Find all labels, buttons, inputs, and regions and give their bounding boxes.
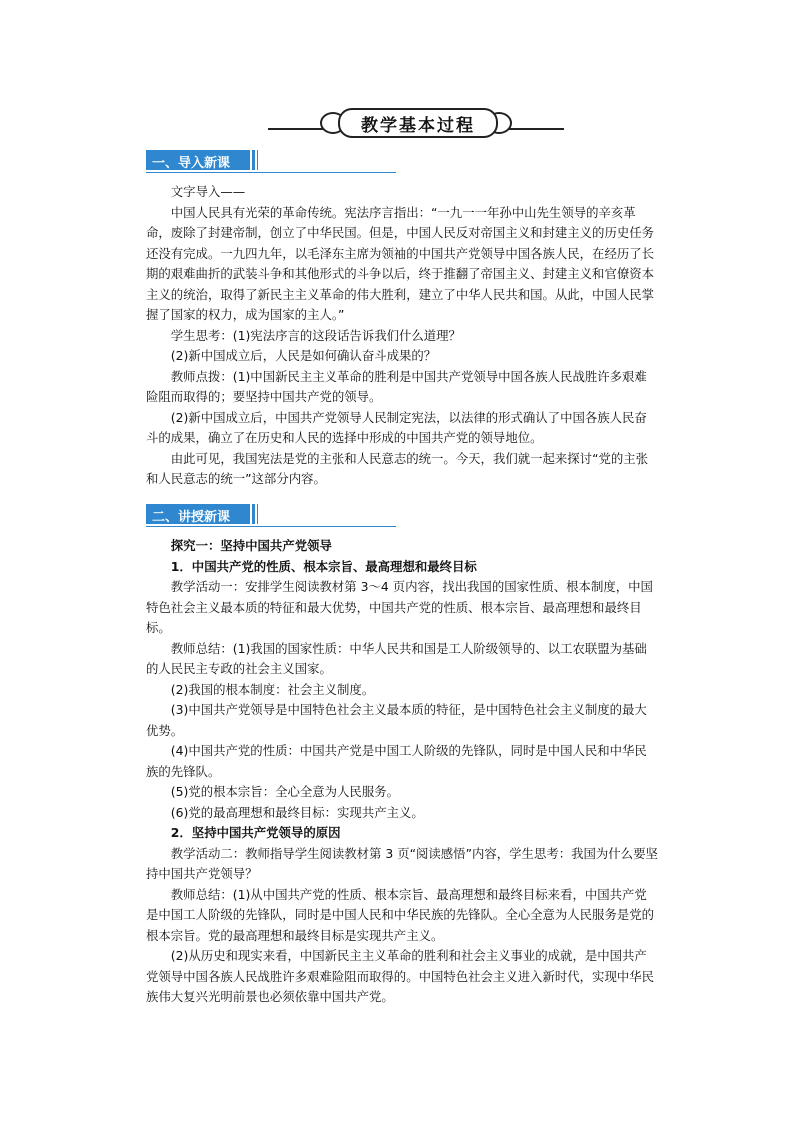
- section-underline: [146, 172, 396, 173]
- paragraph: (3)中国共产党领导是中国特色社会主义最本质的特征，是中国特色社会主义制度的最大优势。: [146, 702, 647, 738]
- paragraph: (2)新中国成立后，人民是如何确认奋斗成果的？: [170, 348, 437, 363]
- paragraph: (2)新中国成立后，中国共产党领导人民制定宪法，以法律的形式确认了中国各族人民奋斗的成果，确立了在历史和人民的选择中形成的中国共产党的领导地位。: [146, 409, 647, 445]
- section-underline: [146, 526, 396, 527]
- paragraph: (5)党的根本宗旨：全心全意为人民服务。: [170, 784, 399, 799]
- section-header-intro: [146, 150, 396, 176]
- paragraph: 教学活动一：安排学生阅读教材第 3～4 页内容，找出我国的国家性质、根本制度，中国特色社会主义最本质的特征和最大优势，中国共产党的性质、根本宗旨、最高理想和最终目标。: [146, 579, 653, 635]
- section-teaching-body: [146, 536, 658, 1008]
- section-tick: [252, 504, 255, 524]
- banner-box: [338, 108, 498, 138]
- section-intro-body: [146, 182, 658, 490]
- paragraph: 教学活动二：教师指导学生阅读教材第 3 页“阅读感悟”内容，学生思考：我国为什么要坚持中国共产党领导？: [146, 845, 658, 881]
- section-title: 二、讲授新课: [152, 510, 231, 525]
- paragraph: (4)中国共产党的性质：中国共产党是中国工人阶级的先锋队，同时是中国人民和中华民族的先锋队。: [146, 743, 647, 779]
- paragraph: 文字导入——: [170, 184, 246, 199]
- section-title: 一、导入新课: [152, 156, 231, 171]
- paragraph: 中国人民具有光荣的革命传统。宪法序言指出：“一九一一年孙中山先生领导的辛亥革命，废除了封建帝制，创立了中华民国。但是，中国人民反对帝国主义和封建主义的历史任务还没有完成。一九四九年，以毛泽东主席为领袖的中国共产党领导中国各族人民，在经历了长期的艰难曲折的武装斗争和其他形式的斗争以后，终于推翻了帝国主义、封建主义和官僚资本主义的统治，取得了新民主主义革命的伟大胜利，建立了中华人民共和国。从此，中国人民掌握了国家的权力，成为国家的主人。”: [146, 204, 655, 322]
- section-tick: [257, 150, 258, 170]
- paragraph: (6)党的最高理想和最终目标：实现共产主义。: [170, 804, 424, 820]
- subheading: 探究一：坚持中国共产党领导: [170, 538, 332, 553]
- section-header-teaching: [146, 504, 396, 530]
- paragraph: 教师总结：(1)从中国共产党的性质、根本宗旨、最高理想和最终目标来看，中国共产党是中国工人阶级的先锋队，同时是中国人民和中华民族的先锋队。全心全意为人民服务是党的根本宗旨。党的最高理想和最终目标是实现共产主义。: [146, 886, 655, 943]
- paragraph: 教师总结：(1)我国的国家性质：中华人民共和国是工人阶级领导的、以工农联盟为基础的人民民主专政的社会主义国家。: [146, 640, 647, 676]
- title-banner: [268, 104, 564, 136]
- section-tick: [252, 150, 255, 170]
- paragraph: 由此可见，我国宪法是党的主张和人民意志的统一。今天，我们就一起来探讨“党的主张和人民意志的统一”这部分内容。: [146, 450, 649, 486]
- paragraph: 学生思考：(1)宪法序言的这段话告诉我们什么道理？: [170, 327, 461, 343]
- paragraph: (2)我国的根本制度：社会主义制度。: [170, 681, 375, 697]
- paragraph: 教师点拨：(1)中国新民主主义革命的胜利是中国共产党领导中国各族人民战胜许多艰难险阻而取得的；要坚持中国共产党的领导。: [146, 368, 647, 404]
- paragraph: (2)从历史和现实来看，中国新民主主义革命的胜利和社会主义事业的成就，是中国共产党领导中国各族人民战胜许多艰难险阻而取得的。中国特色社会主义进入新时代，实现中华民族伟大复兴光明前景也必须依靠中国共产党。: [146, 948, 655, 1004]
- section-tick: [257, 504, 258, 524]
- subheading: 1．中国共产党的性质、根本宗旨、最高理想和最终目标: [170, 558, 477, 574]
- subheading: 2．坚持中国共产党领导的原因: [170, 825, 341, 840]
- page-title: 教学基本过程: [361, 115, 475, 136]
